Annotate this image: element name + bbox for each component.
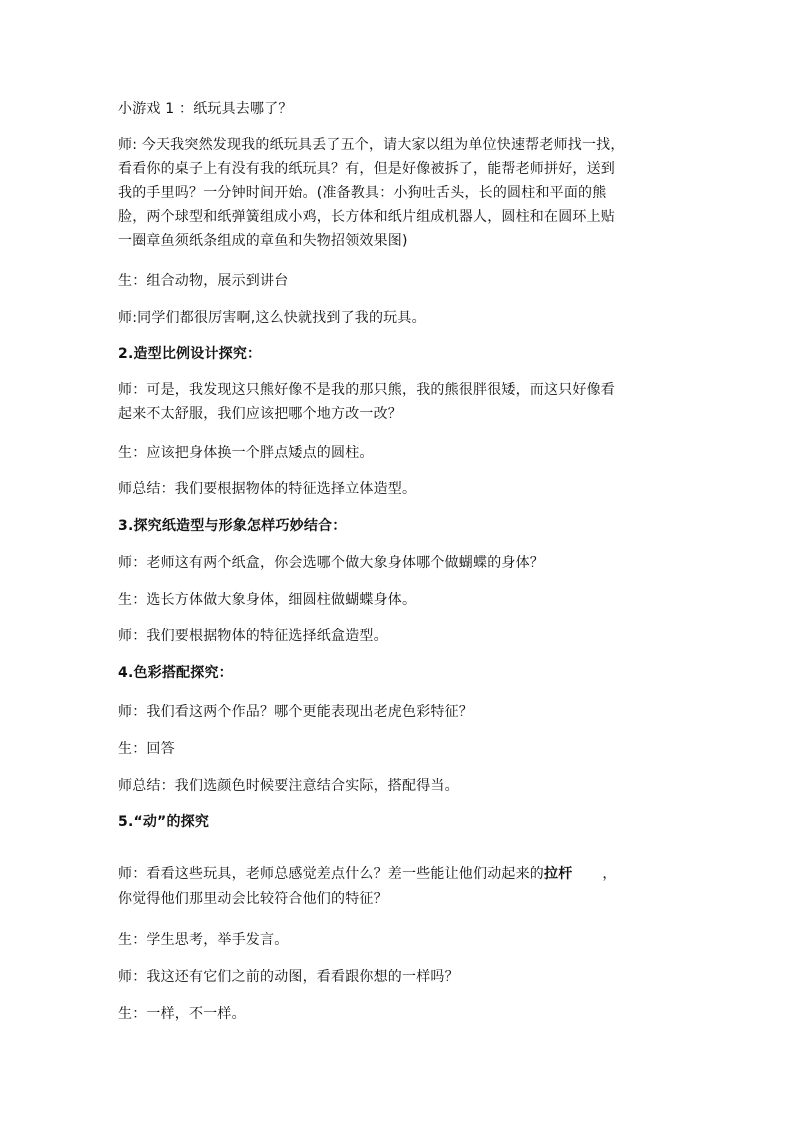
emphasis-text: 拉杆 <box>544 866 573 882</box>
paragraph-line: 脸，两个球型和纸弹簧组成小鸡，长方体和纸片组成机器人，圆柱和在圆环上贴 <box>118 209 615 225</box>
paragraph-line: 我的手里吗？一分钟时间开始。(准备教具：小狗吐舌头，长的圆柱和平面的熊 <box>118 185 607 201</box>
paragraph-line: 师：可是，我发现这只熊好像不是我的那只熊，我的熊很胖很矮，而这只好像看 <box>118 382 615 398</box>
paragraph-line: 你觉得他们那里动会比较符合他们的特征？ <box>118 891 388 907</box>
student-response: 生：选长方体做大象身体，细圆柱做蝴蝶身体。 <box>118 592 417 608</box>
student-response: 生：应该把身体换一个胖点矮点的圆柱。 <box>118 445 374 461</box>
student-response: 生：学生思考，举手发言。 <box>118 932 289 948</box>
paragraph-line: 看看你的桌子上有没有我的纸玩具？有，但是好像被拆了，能帮老师拼好，送到 <box>118 161 615 177</box>
paragraph-line: 师: 今天我突然发现我的纸玩具丢了五个，请大家以组为单位快速帮老师找一找， <box>118 137 625 153</box>
teacher-remark: 师:同学们都很厉害啊,这么快就找到了我的玩具。 <box>118 310 426 326</box>
teacher-summary: 师总结：我们选颜色时候要注意结合实际，搭配得当。 <box>118 778 459 794</box>
paragraph-line: 一圈章鱼须纸条组成的章鱼和失物招领效果图) <box>118 233 408 249</box>
teacher-remark: 师：老师这有两个纸盒，你会选哪个做大象身体哪个做蝴蝶的身体？ <box>118 555 544 571</box>
student-response: 生：一样，不一样。 <box>118 1006 246 1022</box>
section-heading: 3.探究纸造型与形象怎样巧妙结合： <box>118 518 347 534</box>
section-heading: 5.“动”的探究 <box>118 814 210 830</box>
teacher-remark: 师：我们要根据物体的特征选择纸盒造型。 <box>118 628 388 644</box>
student-response: 生：组合动物，展示到讲台 <box>118 273 289 289</box>
teacher-remark: 师：我们看这两个作品？哪个更能表现出老虎色彩特征？ <box>118 704 473 720</box>
game-title: 小游戏 1 ：纸玩具去哪了？ <box>118 101 293 117</box>
paragraph-line <box>118 862 688 886</box>
paragraph-text: 师：看看这些玩具，老师总感觉差点什么？差一些能让他们动起来的 <box>118 866 544 882</box>
student-response: 生：回答 <box>118 741 175 757</box>
section-heading: 2.造型比例设计探究： <box>118 346 262 362</box>
paragraph-line: 起来不太舒服，我们应该把哪个地方改一改？ <box>118 406 402 422</box>
teacher-summary: 师总结：我们要根据物体的特征选择立体造型。 <box>118 481 417 497</box>
paragraph-punctuation: ， <box>602 866 617 882</box>
section-heading: 4.色彩搭配探究： <box>118 665 233 681</box>
teacher-remark: 师：我这还有它们之前的动图，看看跟你想的一样吗？ <box>118 969 459 985</box>
